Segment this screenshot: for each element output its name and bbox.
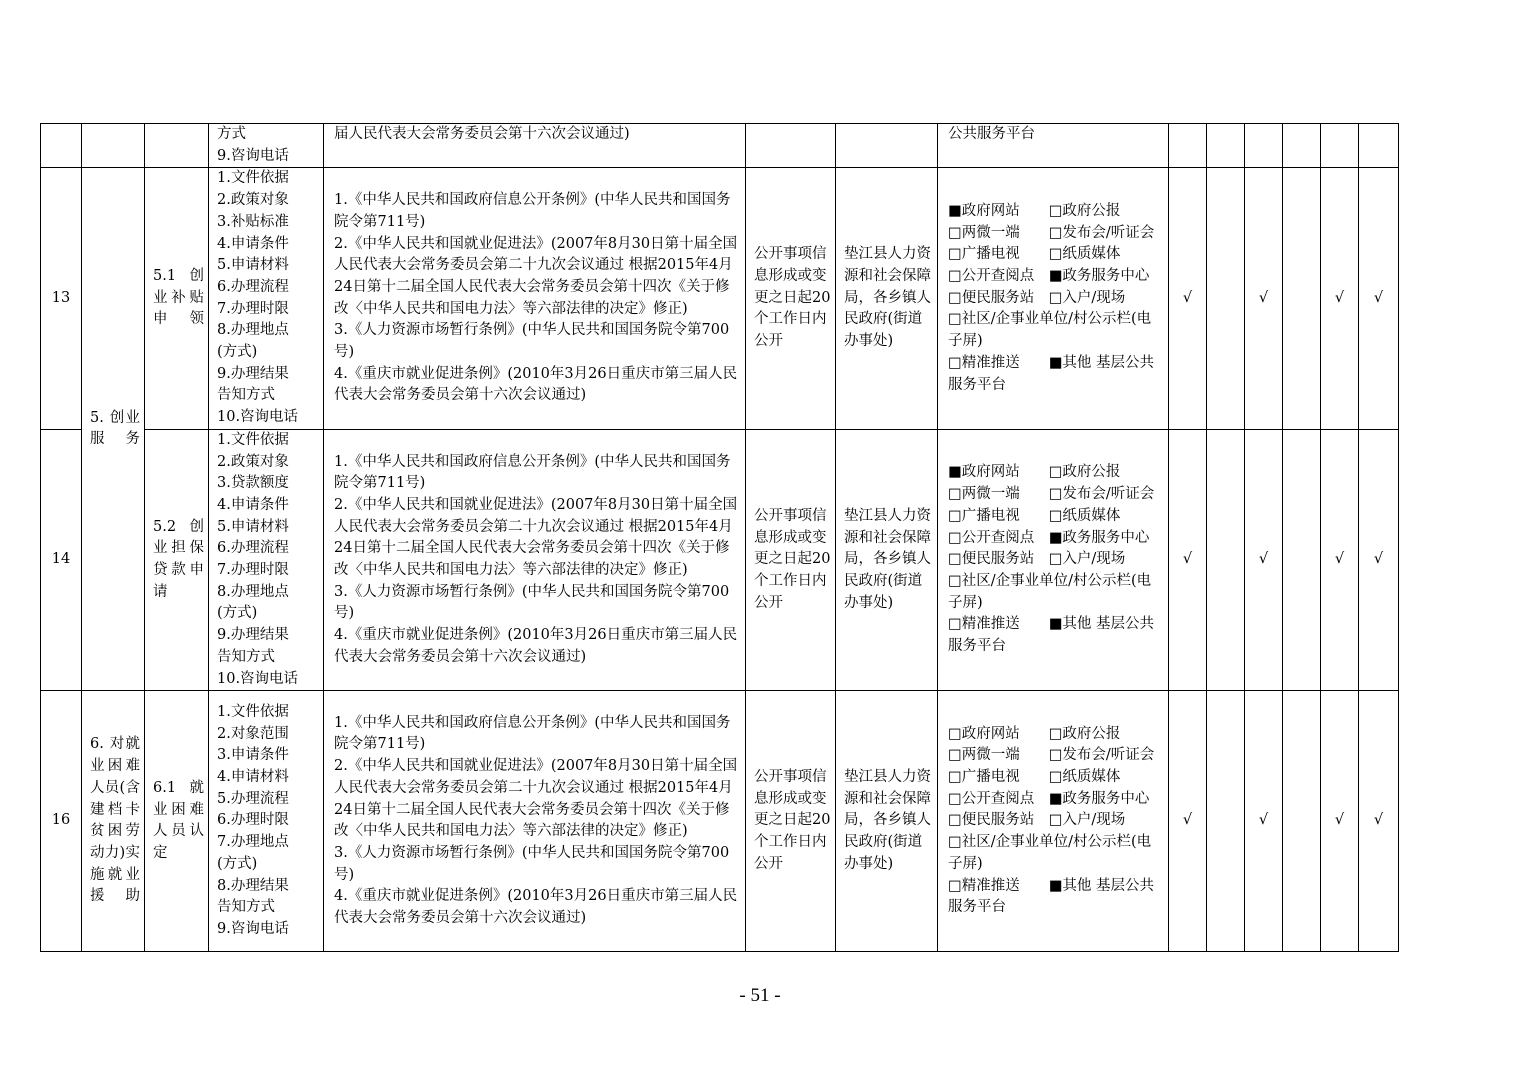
group-cell bbox=[82, 124, 145, 168]
table-row bbox=[41, 168, 1399, 429]
mark-cell bbox=[1169, 124, 1207, 168]
table-row bbox=[41, 429, 1399, 690]
disclosure-table bbox=[40, 123, 1399, 952]
mark-cell bbox=[1283, 429, 1321, 690]
mark-cell: √ bbox=[1245, 429, 1283, 690]
disclosure-channels: □政府网站 □政府公报 □两微一端 □发布会/听证会 □广播电视 □纸质媒体 □公开查阅点 ■政务服务中心 □便民服务站 □入户/现场 □社区/企事业单位/村公示栏(电子屏) □精准推送 ■其他 基层公共服务平台 bbox=[938, 691, 1169, 952]
row-number bbox=[41, 124, 82, 168]
legal-basis: 届人民代表大会常务委员会第十六次会议通过) bbox=[324, 124, 746, 168]
mark-cell: √ bbox=[1245, 691, 1283, 952]
disclosure-subject bbox=[836, 124, 938, 168]
sub-item-cell: 5.2创业担保贷款申请 bbox=[145, 429, 209, 690]
mark-cell: √ bbox=[1359, 429, 1399, 690]
disclosure-subject: 垫江县人力资源和社会保障局，各乡镇人民政府(街道办事处) bbox=[836, 429, 938, 690]
group-cell-6: 6. 对就业困难人员(含建档卡贫困劳动力)实施就业援助 bbox=[82, 691, 145, 952]
sub-item-cell bbox=[145, 124, 209, 168]
group-cell-5: 5. 创业服务 bbox=[82, 168, 145, 691]
mark-cell bbox=[1207, 691, 1245, 952]
mark-cell: √ bbox=[1321, 429, 1359, 690]
disclosure-items: 1.文件依据 2.对象范围 3.申请条件 4.申请材料 5.办理流程 6.办理时限 7.办理地点 (方式) 8.办理结果 告知方式 9.咨询电话 bbox=[209, 691, 324, 952]
row-number: 16 bbox=[41, 691, 82, 952]
disclosure-channels: 公共服务平台 bbox=[938, 124, 1169, 168]
sub-item-cell: 5.1创业补贴申领 bbox=[145, 168, 209, 429]
disclosure-items: 方式 9.咨询电话 bbox=[209, 124, 324, 168]
mark-cell bbox=[1245, 124, 1283, 168]
mark-cell: √ bbox=[1169, 168, 1207, 429]
mark-cell: √ bbox=[1321, 691, 1359, 952]
legal-basis: 1.《中华人民共和国政府信息公开条例》(中华人民共和国国务院令第711号) 2.《中华人民共和国就业促进法》(2007年8月30日第十届全国人民代表大会常务委员会第二十九次会议通过 根据2015年4月24日第十二届全国人民代表大会常务委员会第十四次《关于修改〈中华人民共和国电力法〉等六部法律的决定》修正) 3.《人力资源市场暂行条例》(中华人民共和国国务院令第700号) 4.《重庆市就业促进条例》(2010年3月26日重庆市第三届人民代表大会常务委员会第十六次会议通过) bbox=[324, 691, 746, 952]
disclosure-items: 1.文件依据 2.政策对象 3.贷款额度 4.申请条件 5.申请材料 6.办理流程 7.办理时限 8.办理地点 (方式) 9.办理结果 告知方式 10.咨询电话 bbox=[209, 429, 324, 690]
mark-cell: √ bbox=[1169, 691, 1207, 952]
mark-cell: √ bbox=[1359, 691, 1399, 952]
disclosure-channels: ■政府网站 □政府公报 □两微一端 □发布会/听证会 □广播电视 □纸质媒体 □公开查阅点 ■政务服务中心 □便民服务站 □入户/现场 □社区/企事业单位/村公示栏(电子屏) □精准推送 ■其他 基层公共服务平台 bbox=[938, 429, 1169, 690]
mark-cell: √ bbox=[1245, 168, 1283, 429]
mark-cell bbox=[1283, 124, 1321, 168]
mark-cell: √ bbox=[1169, 429, 1207, 690]
disclosure-time: 公开事项信息形成或变更之日起20个工作日内公开 bbox=[746, 168, 836, 429]
row-number: 13 bbox=[41, 168, 82, 429]
disclosure-subject: 垫江县人力资源和社会保障局，各乡镇人民政府(街道办事处) bbox=[836, 168, 938, 429]
mark-cell bbox=[1207, 429, 1245, 690]
mark-cell bbox=[1207, 124, 1245, 168]
legal-basis: 1.《中华人民共和国政府信息公开条例》(中华人民共和国国务院令第711号) 2.《中华人民共和国就业促进法》(2007年8月30日第十届全国人民代表大会常务委员会第二十九次会议通过 根据2015年4月24日第十二届全国人民代表大会常务委员会第十四次《关于修改〈中华人民共和国电力法〉等六部法律的决定》修正) 3.《人力资源市场暂行条例》(中华人民共和国国务院令第700号) 4.《重庆市就业促进条例》(2010年3月26日重庆市第三届人民代表大会常务委员会第十六次会议通过) bbox=[324, 168, 746, 429]
mark-cell bbox=[1321, 124, 1359, 168]
disclosure-time: 公开事项信息形成或变更之日起20个工作日内公开 bbox=[746, 429, 836, 690]
mark-cell bbox=[1283, 691, 1321, 952]
table-row bbox=[41, 124, 1399, 168]
mark-cell bbox=[1359, 124, 1399, 168]
mark-cell bbox=[1283, 168, 1321, 429]
disclosure-items: 1.文件依据 2.政策对象 3.补贴标准 4.申请条件 5.申请材料 6.办理流程 7.办理时限 8.办理地点 (方式) 9.办理结果 告知方式 10.咨询电话 bbox=[209, 168, 324, 429]
table-row bbox=[41, 691, 1399, 952]
disclosure-time: 公开事项信息形成或变更之日起20个工作日内公开 bbox=[746, 691, 836, 952]
mark-cell: √ bbox=[1359, 168, 1399, 429]
row-number: 14 bbox=[41, 429, 82, 690]
legal-basis: 1.《中华人民共和国政府信息公开条例》(中华人民共和国国务院令第711号) 2.《中华人民共和国就业促进法》(2007年8月30日第十届全国人民代表大会常务委员会第二十九次会议通过 根据2015年4月24日第十二届全国人民代表大会常务委员会第十四次《关于修改〈中华人民共和国电力法〉等六部法律的决定》修正) 3.《人力资源市场暂行条例》(中华人民共和国国务院令第700号) 4.《重庆市就业促进条例》(2010年3月26日重庆市第三届人民代表大会常务委员会第十六次会议通过) bbox=[324, 429, 746, 690]
page-number: - 51 - bbox=[739, 985, 781, 1006]
mark-cell bbox=[1207, 168, 1245, 429]
sub-item-cell: 6.1就业困难人员认定 bbox=[145, 691, 209, 952]
disclosure-time bbox=[746, 124, 836, 168]
disclosure-channels: ■政府网站 □政府公报 □两微一端 □发布会/听证会 □广播电视 □纸质媒体 □公开查阅点 ■政务服务中心 □便民服务站 □入户/现场 □社区/企事业单位/村公示栏(电子屏) □精准推送 ■其他 基层公共服务平台 bbox=[938, 168, 1169, 429]
disclosure-subject: 垫江县人力资源和社会保障局，各乡镇人民政府(街道办事处) bbox=[836, 691, 938, 952]
mark-cell: √ bbox=[1321, 168, 1359, 429]
